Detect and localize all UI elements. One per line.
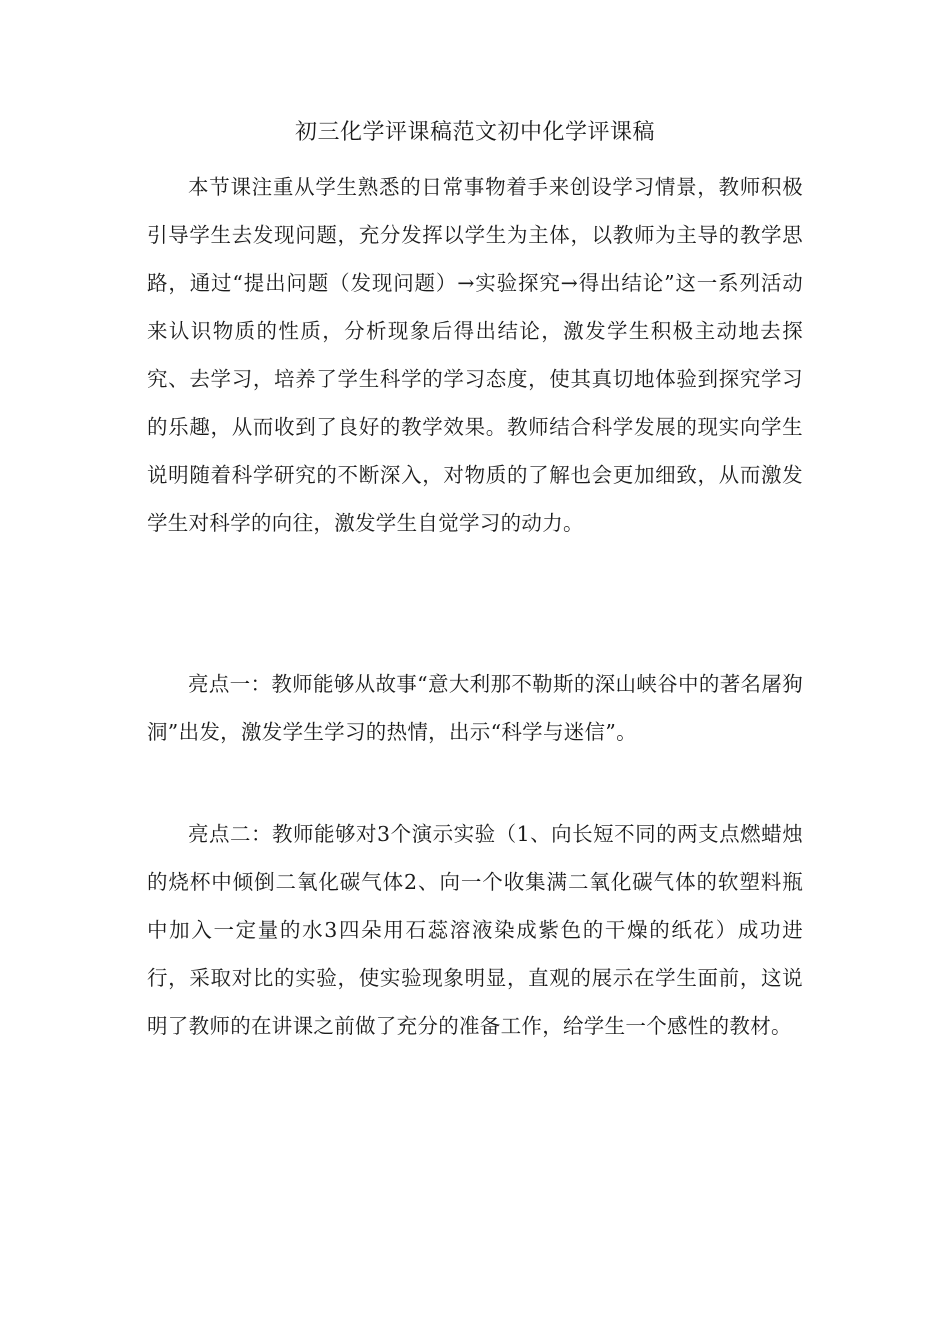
paragraph-highlight-two: 亮点二：教师能够对3个演示实验（1、向长短不同的两支点燃蜡烛的烧杯中倾倒二氧化碳气体2、向一个收集满二氧化碳气体的软塑料瓶中加入一定量的水3四朵用石蕊溶液染成紫色的干燥的纸花）成功进行，采取对比的实验，使实验现象明显，直观的展示在学生面前，这说明了教师的在讲课之前做了充分的准备工作，给学生一个感性的教材。 — [147, 822, 803, 1038]
paragraph-highlight-one: 亮点一：教师能够从故事“意大利那不勒斯的深山峡谷中的著名屠狗洞”出发，激发学生学习的热情，出示“科学与迷信”。 — [147, 672, 803, 744]
paragraph-intro: 本节课注重从学生熟悉的日常事物着手来创设学习情景，教师积极引导学生去发现问题，充分发挥以学生为主体，以教师为主导的教学思路，通过“提出问题（发现问题）→实验探究→得出结论”这一系列活动来认识物质的性质，分析现象后得出结论，激发学生积极主动地去探究、去学习，培养了学生科学的学习态度，使其真切地体验到探究学习的乐趣，从而收到了良好的教学效果。教师结合科学发展的现实向学生说明随着科学研究的不断深入，对物质的了解也会更加细致，从而激发学生对科学的向往，激发学生自觉学习的动力。 — [147, 175, 803, 535]
document-title: 初三化学评课稿范文初中化学评课稿 — [294, 120, 655, 145]
